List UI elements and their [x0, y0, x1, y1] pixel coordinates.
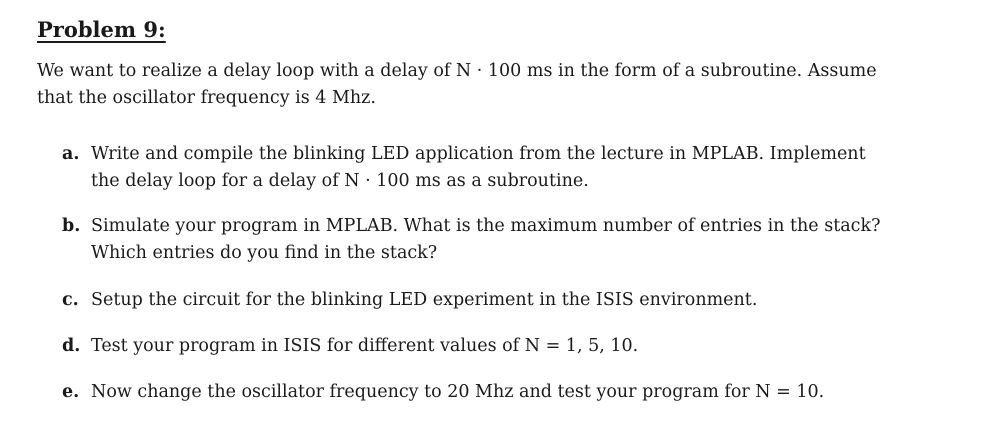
task-text [91, 213, 971, 267]
task-label: a. [62, 144, 80, 164]
task-label: d. [62, 336, 81, 356]
task-line: Which entries do you find in the stack? [91, 243, 438, 263]
task-line: Setup the circuit for the blinking LED experiment in the ISIS environment. [91, 290, 758, 310]
task-label: b. [62, 216, 81, 236]
task-text [91, 333, 971, 360]
task-line: Now change the oscillator frequency to 20 Mhz and test your program for N = 10. [91, 382, 825, 402]
task-line: the delay loop for a delay of N · 100 ms as a subroutine. [91, 171, 589, 191]
problem-intro [37, 58, 967, 112]
intro-line: that the oscillator frequency is 4 Mhz. [37, 88, 376, 108]
task-line: Simulate your program in MPLAB. What is the maximum number of entries in the stack? [91, 216, 881, 236]
problem-title: Problem 9: [37, 17, 166, 42]
task-text [91, 379, 971, 406]
task-line: Write and compile the blinking LED application from the lecture in MPLAB. Implement [91, 144, 866, 164]
intro-line: We want to realize a delay loop with a delay of N · 100 ms in the form of a subroutine. Assume [37, 61, 877, 81]
task-text [91, 141, 971, 195]
task-label: e. [62, 382, 80, 402]
task-text [91, 287, 971, 314]
task-label: c. [62, 290, 79, 310]
task-line: Test your program in ISIS for different values of N = 1, 5, 10. [91, 336, 639, 356]
